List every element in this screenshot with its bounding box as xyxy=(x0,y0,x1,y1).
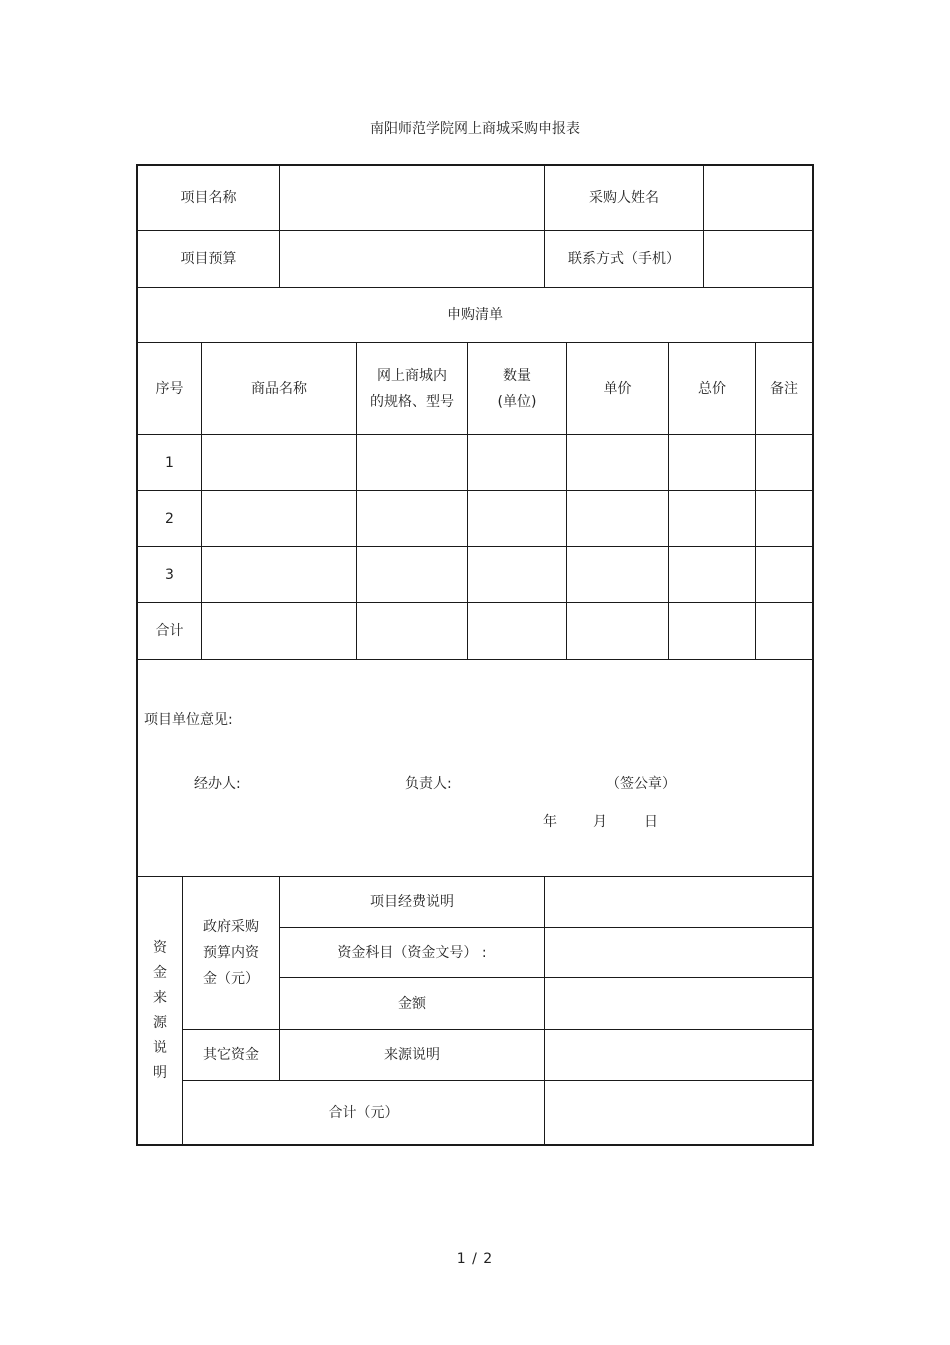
row-line xyxy=(137,659,813,660)
buyer-name-field[interactable] xyxy=(704,166,812,230)
funding-side-char: 资 xyxy=(153,939,167,956)
col-header-quantity-line1: 数量 xyxy=(503,367,531,384)
subtotal-label: 合计 xyxy=(155,623,184,639)
handler-label: 经办人: xyxy=(194,776,241,792)
row-index-2: 2 xyxy=(165,510,174,527)
year-label: 年 xyxy=(543,814,557,830)
border-bottom xyxy=(136,1144,814,1146)
opinion-label: 项目单位意见: xyxy=(144,712,233,728)
expense-desc-label: 项目经费说明 xyxy=(370,894,454,910)
source-desc-field[interactable] xyxy=(545,1030,812,1080)
amount-field[interactable] xyxy=(545,978,812,1029)
source-desc-label: 来源说明 xyxy=(384,1047,440,1063)
account-subject-label: 资金科目（资金文号） : xyxy=(337,944,487,961)
amount-label: 金额 xyxy=(398,995,426,1012)
col-header-index: 序号 xyxy=(155,380,184,397)
project-name-label: 项目名称 xyxy=(180,190,237,206)
row-line xyxy=(137,546,813,547)
project-name-field[interactable] xyxy=(280,166,544,230)
account-subject-field[interactable] xyxy=(545,928,812,977)
funding-side-char: 明 xyxy=(153,1064,167,1081)
col-header-total-price: 总价 xyxy=(698,380,726,397)
col-header-spec-line1: 网上商城内 xyxy=(377,367,447,384)
seal-label: （签公章） xyxy=(606,776,676,792)
page-number: 1 / 2 xyxy=(456,1251,494,1267)
funding-total-label: 合计（元） xyxy=(328,1104,399,1121)
contact-field[interactable] xyxy=(704,231,812,287)
contact-label: 联系方式（手机） xyxy=(568,251,680,267)
project-budget-field[interactable] xyxy=(280,231,544,287)
col-header-spec-line2: 的规格、型号 xyxy=(370,393,454,410)
day-label: 日 xyxy=(644,814,658,830)
gov-procurement-line2: 预算内资 xyxy=(203,945,259,961)
form-title: 南阳师范学院网上商城采购申报表 xyxy=(370,121,580,137)
purchase-list-title: 申购清单 xyxy=(447,307,503,323)
funding-source-side-label xyxy=(138,877,182,1144)
responsible-label: 负责人: xyxy=(405,776,452,792)
funding-side-char: 说 xyxy=(153,1039,167,1056)
expense-desc-field[interactable] xyxy=(545,877,812,927)
col-header-quantity-line2: (单位) xyxy=(497,393,537,410)
row-index-1: 1 xyxy=(165,454,174,471)
other-funds-label: 其它资金 xyxy=(203,1047,259,1063)
funding-side-char: 金 xyxy=(153,964,167,981)
funding-total-field[interactable] xyxy=(545,1081,812,1144)
row-line xyxy=(137,602,813,603)
col-header-remark: 备注 xyxy=(770,380,798,397)
border-right xyxy=(812,164,814,1146)
col-header-spec xyxy=(357,343,467,434)
gov-procurement-label xyxy=(183,877,279,1029)
row-index-3: 3 xyxy=(165,566,174,583)
col-header-unit-price: 单价 xyxy=(603,380,632,397)
gov-procurement-line1: 政府采购 xyxy=(203,919,259,935)
row-line xyxy=(137,490,813,491)
funding-side-char: 来 xyxy=(153,989,167,1006)
col-header-product-name: 商品名称 xyxy=(251,380,307,397)
row-line xyxy=(137,434,813,435)
col-header-quantity xyxy=(468,343,566,434)
buyer-name-label: 采购人姓名 xyxy=(589,190,659,206)
project-budget-label: 项目预算 xyxy=(180,251,237,267)
month-label: 月 xyxy=(593,814,607,830)
funding-side-char: 源 xyxy=(153,1014,167,1031)
gov-procurement-line3: 金（元） xyxy=(203,971,259,987)
